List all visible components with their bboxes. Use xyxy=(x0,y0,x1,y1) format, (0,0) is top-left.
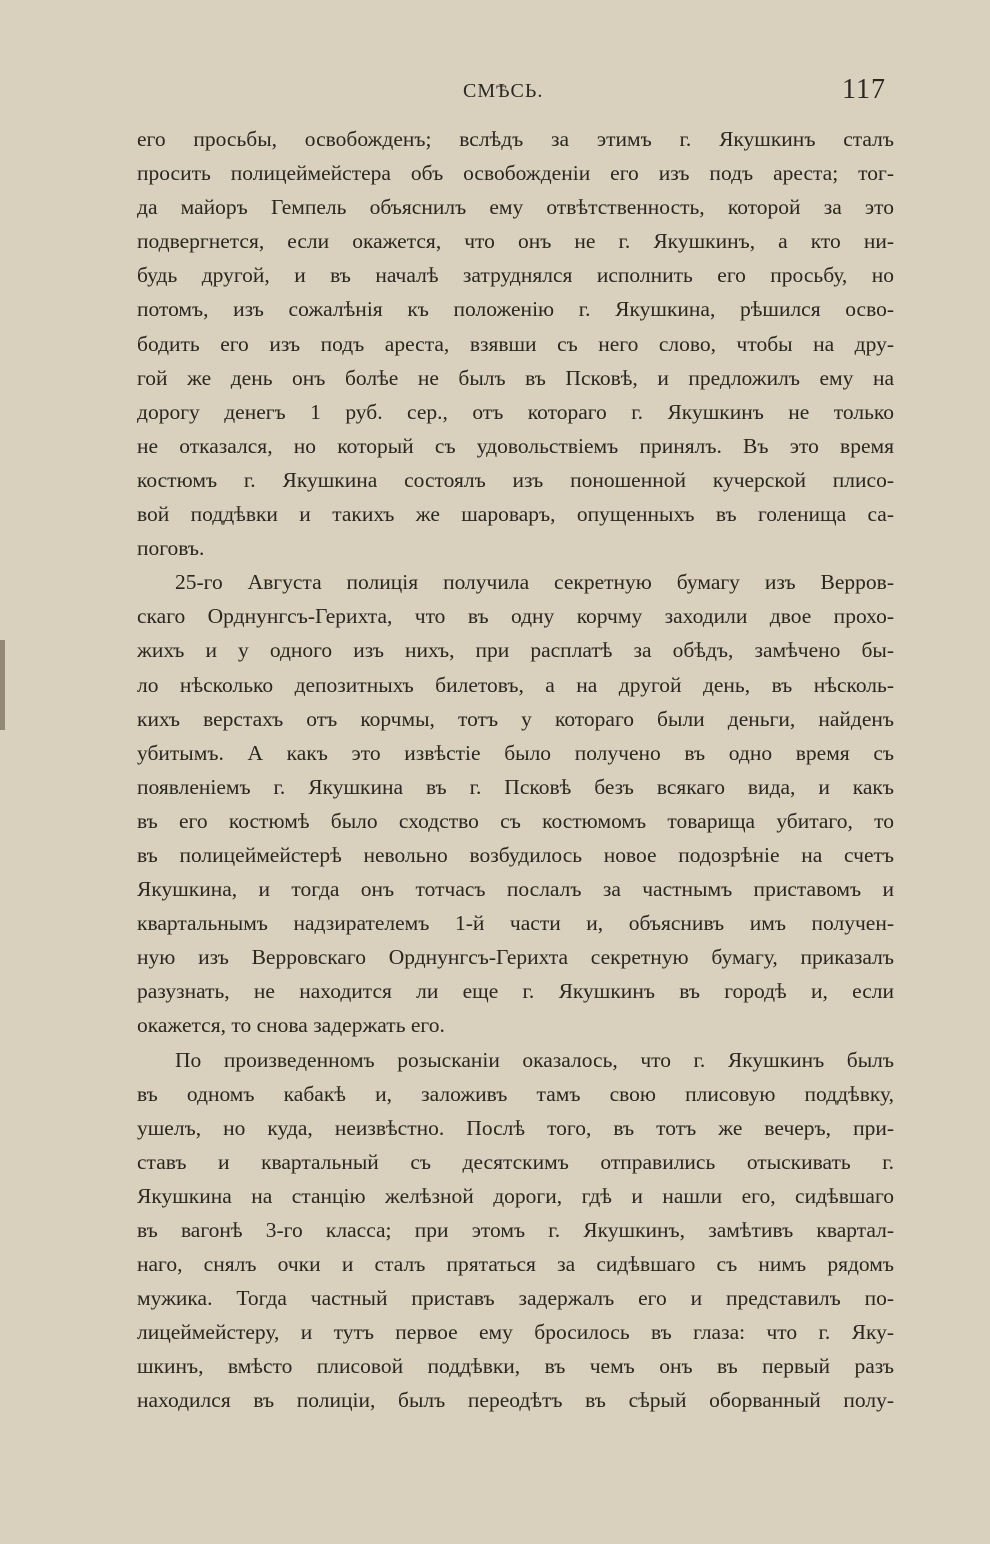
text-line: шкинъ, вмѣсто плисовой поддѣвки, въ чемъ онъ въ первый разъ xyxy=(137,1354,894,1379)
text-line: да майоръ Гемпель объяснилъ ему отвѣтственность, которой за это xyxy=(137,195,894,220)
text-line: просить полицеймейстера объ освобожденіи его изъ подъ ареста; тог- xyxy=(137,161,894,186)
text-line: ло нѣсколько депозитныхъ билетовъ, а на другой день, въ нѣсколь- xyxy=(137,672,894,697)
text-line: мужика. Тогда частный приставъ задержалъ его и представилъ по- xyxy=(137,1286,894,1311)
text-line: подвергнется, если окажется, что онъ не г. Якушкинъ, а кто ни- xyxy=(137,229,894,254)
text-line: въ вагонѣ 3-го класса; при этомъ г. Якушкинъ, замѣтивъ квартал- xyxy=(137,1218,894,1242)
page-edge-shadow xyxy=(0,640,5,730)
paragraph-1 xyxy=(137,122,894,565)
text-line: гой же день онъ болѣе не былъ въ Псковѣ, и предложилъ ему на xyxy=(137,365,894,390)
text-line: убитымъ. А какъ это извѣстіе было получено въ одно время съ xyxy=(137,740,894,765)
text-line: Якушкина на станцію желѣзной дороги, гдѣ и нашли его, сидѣвшаго xyxy=(137,1183,894,1208)
paragraph-3 xyxy=(137,1043,894,1418)
text-line: его просьбы, освобожденъ; вслѣдъ за этимъ г. Якушкинъ сталъ xyxy=(137,127,894,151)
text-line: По произведенномъ розысканіи оказалось, что г. Якушкинъ былъ xyxy=(175,1047,894,1072)
text-line: наго, снялъ очки и сталъ прятаться за сидѣвшаго съ нимъ рядомъ xyxy=(137,1252,894,1277)
text-line: скаго Орднунгсъ-Герихта, что въ одну корчму заходили двое прохо- xyxy=(137,604,894,629)
text-line: будь другой, и въ началѣ затруднялся исполнить его просьбу, но xyxy=(137,263,894,288)
text-line: потомъ, изъ сожалѣнія къ положенію г. Якушкина, рѣшился осво- xyxy=(137,297,894,322)
text-line: появленіемъ г. Якушкина въ г. Псковѣ безъ всякаго вида, и какъ xyxy=(137,774,894,799)
text-line: ставъ и квартальный съ десятскимъ отправились отыскивать г. xyxy=(137,1149,894,1174)
page-number: 117 xyxy=(842,74,886,105)
text-line: ную изъ Верровскаго Орднунгсъ-Герихта секретную бумагу, приказалъ xyxy=(137,945,894,970)
text-line: костюмъ г. Якушкина состоялъ изъ поношенной кучерской плисо- xyxy=(137,467,894,492)
text-line: лицеймейстеру, и тутъ первое ему бросилось въ глаза: что г. Яку- xyxy=(137,1320,894,1345)
text-line: находился въ полиціи, былъ переодѣтъ въ сѣрый оборванный полу- xyxy=(137,1388,894,1413)
text-line: окажется, то снова задержать его. xyxy=(137,1013,445,1038)
text-line: вой поддѣвки и такихъ же шароваръ, опущенныхъ въ голенища са- xyxy=(137,502,894,527)
text-line: Якушкина, и тогда онъ тотчасъ послалъ за частнымъ приставомъ и xyxy=(137,877,894,902)
paragraph-2 xyxy=(137,565,894,1042)
running-head: СМѢСЬ. xyxy=(463,80,544,102)
body-text xyxy=(137,122,894,1418)
text-line: разузнать, не находится ли еще г. Якушкинъ въ городѣ и, если xyxy=(137,979,894,1004)
text-line: дорогу денегъ 1 руб. сер., отъ котораго г. Якушкинъ не только xyxy=(137,399,894,424)
text-line: кихъ верстахъ отъ корчмы, тотъ у котораго были деньги, найденъ xyxy=(137,706,894,731)
text-line: въ его костюмѣ было сходство съ костюмомъ товарища убитаго, то xyxy=(137,808,894,833)
text-line: бодить его изъ подъ ареста, взявши съ него слово, чтобы на дру- xyxy=(137,331,894,356)
text-line: въ одномъ кабакѣ и, заложивъ тамъ свою плисовую поддѣвку, xyxy=(137,1081,894,1106)
text-line: жихъ и у одного изъ нихъ, при расплатѣ за обѣдъ, замѣчено бы- xyxy=(137,638,894,663)
text-line: 25-го Августа полиція получила секретную бумагу изъ Верров- xyxy=(175,570,894,595)
text-line: въ полицеймейстерѣ невольно возбудилось новое подозрѣніе на счетъ xyxy=(137,842,894,867)
text-line: не отказался, но который съ удовольствіемъ принялъ. Въ это время xyxy=(137,433,894,458)
text-line: ушелъ, но куда, неизвѣстно. Послѣ того, въ тотъ же вечеръ, при- xyxy=(137,1115,894,1140)
text-line: поговъ. xyxy=(137,536,205,561)
text-line: квартальнымъ надзирателемъ 1-й части и, объяснивъ имъ получен- xyxy=(137,911,894,936)
